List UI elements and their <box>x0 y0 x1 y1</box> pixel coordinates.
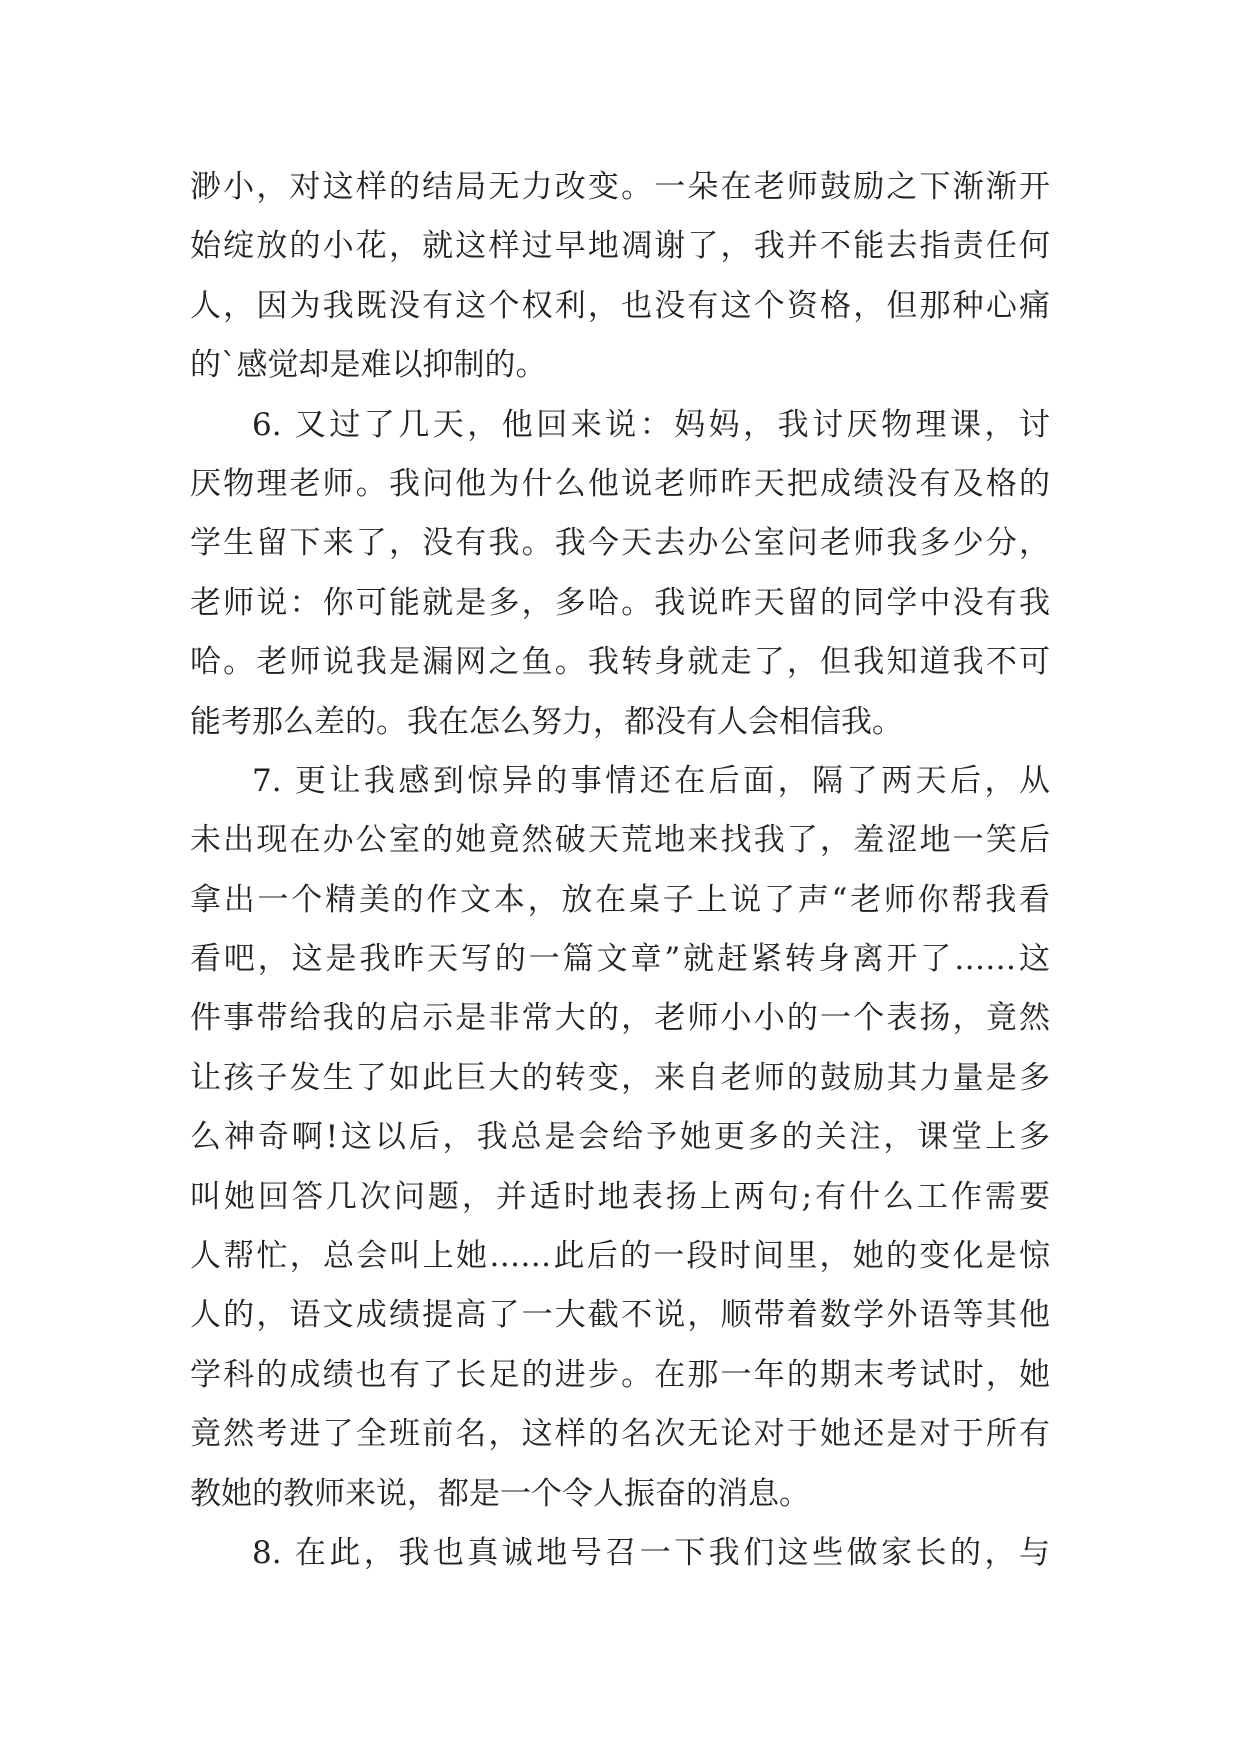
text-line: 老师说：你可能就是多，多哈。我说昨天留的同学中没有我 <box>190 584 1050 621</box>
text-line: 能考那么差的。我在怎么努力，都没有人会相信我。 <box>190 703 903 740</box>
text-line: 竟然考进了全班前名，这样的名次无论对于她还是对于所有 <box>190 1416 1050 1453</box>
text-line: 教她的教师来说，都是一个令人振奋的消息。 <box>190 1475 810 1512</box>
text-line: 么神奇啊!这以后，我总是会给予她更多的关注，课堂上多 <box>190 1119 1050 1156</box>
text-line: 哈。老师说我是漏网之鱼。我转身就走了，但我知道我不可 <box>190 644 1050 681</box>
text-line: 看吧，这是我昨天写的一篇文章”就赶紧转身离开了……这 <box>190 941 1050 978</box>
text-line: 件事带给我的启示是非常大的，老师小小的一个表扬，竟然 <box>190 1000 1050 1037</box>
text-line: 叫她回答几次问题，并适时地表扬上两句;有什么工作需要 <box>190 1178 1050 1215</box>
text-line: 人帮忙，总会叫上她……此后的一段时间里，她的变化是惊 <box>190 1238 1050 1275</box>
text-line: 学生留下来了，没有我。我今天去办公室问老师我多少分， <box>190 525 1050 562</box>
text-line: 的`感觉却是难以抑制的。 <box>190 347 547 384</box>
text-line: 学科的成绩也有了长足的进步。在那一年的期末考试时，她 <box>190 1356 1050 1393</box>
paragraph-6-start: 6. 又过了几天，他回来说：妈妈，我讨厌物理课，讨 <box>252 406 1050 443</box>
text-line: 拿出一个精美的作文本，放在桌子上说了声“老师你帮我看 <box>190 881 1050 918</box>
text-line: 厌物理老师。我问他为什么他说老师昨天把成绩没有及格的 <box>190 465 1050 502</box>
body-text <box>190 158 1050 1583</box>
text-line: 人，因为我既没有这个权利，也没有这个资格，但那种心痛 <box>190 287 1050 324</box>
text-line: 未出现在办公室的她竟然破天荒地来找我了，羞涩地一笑后 <box>190 822 1050 859</box>
text-line: 让孩子发生了如此巨大的转变，来自老师的鼓励其力量是多 <box>190 1059 1050 1096</box>
text-line: 人的，语文成绩提高了一大截不说，顺带着数学外语等其他 <box>190 1297 1050 1334</box>
paragraph-7-start: 7. 更让我感到惊异的事情还在后面，隔了两天后，从 <box>252 762 1050 799</box>
text-line: 渺小，对这样的结局无力改变。一朵在老师鼓励之下渐渐开 <box>190 169 1050 205</box>
text-line: 始绽放的小花，就这样过早地凋谢了，我并不能去指责任何 <box>190 228 1050 265</box>
paragraph-8-start: 8. 在此，我也真诚地号召一下我们这些做家长的，与 <box>252 1534 1050 1571</box>
